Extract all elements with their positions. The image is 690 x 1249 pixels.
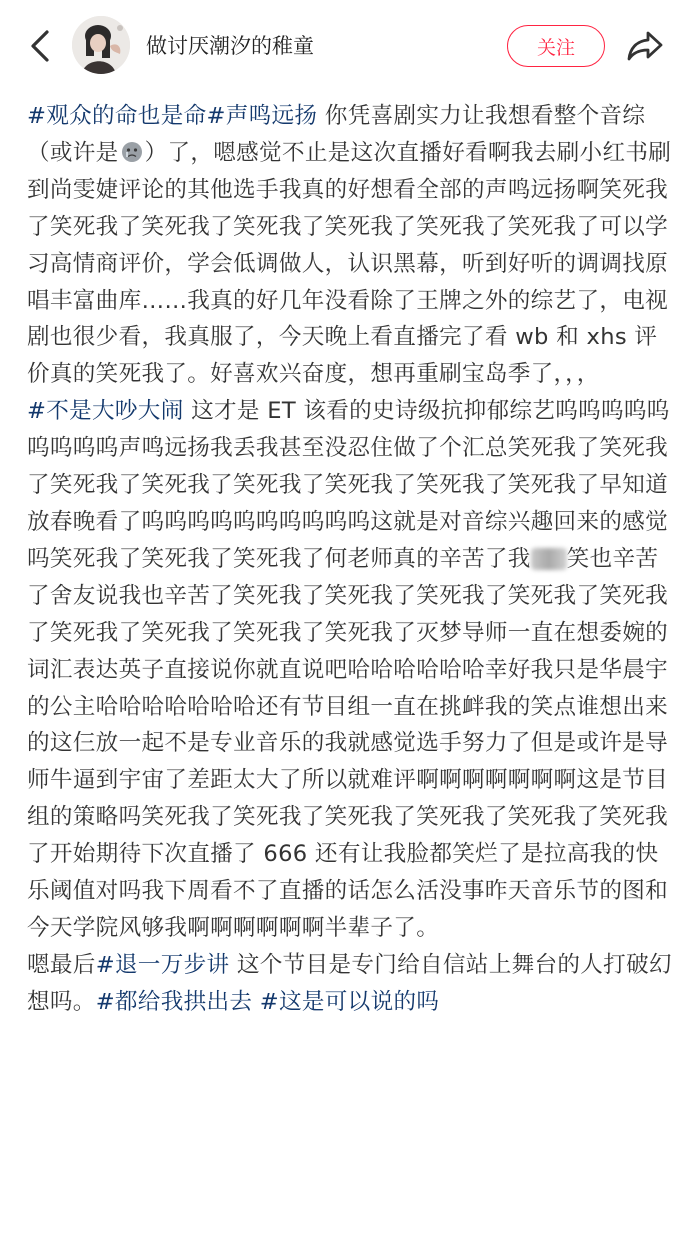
avatar-image [72, 16, 130, 74]
hashtag-link[interactable]: #都给我拱出去 [95, 988, 253, 1015]
author-avatar[interactable] [72, 16, 130, 74]
chevron-left-icon [27, 29, 53, 63]
paragraph-text: 笑也辛苦了舍友说我也辛苦了笑死我了笑死我了笑死我了笑死我了笑死我了笑死我了笑死我了笑死我了笑死我了灭梦导师一直在想委婉的词汇表达英子直接说你就直说吧哈哈哈哈哈哈幸好我只是华晨宇的公主哈哈哈哈哈哈哈还有节目组一直在挑衅我的笑点谁想出来的这仨放一起不是专业音乐的我就感觉选手努力了但是或许是导师牛逼到宇宙了差距太大了所以就难评啊啊啊啊啊啊啊这是节目组的策略吗笑死我了笑死我了笑死我了笑死我了笑死我了笑死我了开始期待下次直播了 666 还有让我脸都笑烂了是拉高我的快乐阈值对吗我下周看不了直播的话怎么活没事昨天音乐节的图和今天学院风够我啊啊啊啊啊啊半辈子了。 [27, 545, 669, 941]
share-arrow-icon [626, 29, 664, 63]
paragraph-text: 嗯最后 [27, 951, 96, 978]
author-name[interactable]: 做讨厌潮汐的稚童 [146, 34, 314, 58]
paragraph-text: 这才是 ET 该看的史诗级抗抑郁综艺呜呜呜呜呜呜呜呜呜声鸣远扬我丢我甚至没忍住做了个汇总笑死我了笑死我了笑死我了笑死我了笑死我了笑死我了笑死我了笑死我了早知道放春晚看了呜呜呜呜呜呜呜呜呜呜这就是对音综兴趣回来的感觉吗笑死我了笑死我了笑死我了何老师真的辛苦了我 [27, 398, 670, 572]
crying-face-icon [121, 141, 143, 163]
back-button[interactable] [20, 26, 60, 66]
hashtag-link[interactable]: #这是可以说的吗 [259, 988, 440, 1015]
paragraph-2 [27, 393, 675, 947]
paragraph-1 [27, 98, 675, 393]
share-button[interactable] [624, 26, 666, 66]
hashtag-link[interactable]: #声鸣远扬 [206, 103, 318, 129]
follow-button[interactable]: 关注 [507, 25, 605, 67]
paragraph-text: 这个节目是专门给自信站上舞台的人打破幻想吗。 [27, 951, 672, 1015]
hashtag-link[interactable]: #不是大吵大闹 [27, 398, 184, 425]
blurred-text [531, 548, 567, 570]
hashtag-link[interactable]: #观众的命也是命 [27, 103, 207, 129]
paragraph-text: ）了，嗯感觉不止是这次直播好看啊我去刷小红书刷到尚雯婕评论的其他选手我真的好想看全部的声鸣远扬啊笑死我了笑死我了笑死我了笑死我了笑死我了笑死我了笑死我了可以学习高情商评价，学会低调做人，认识黑幕，听到好听的调调找原唱丰富曲库……我真的好几年没看除了王牌之外的综艺了，电视剧也很少看，我真服了，今天晚上看直播完了看 wb 和 xhs 评价真的笑死我了。好喜欢兴奋度，想再重刷宝岛季了，，， [27, 139, 672, 388]
post-header [0, 0, 690, 92]
post-content [27, 98, 675, 1021]
paragraph-3 [27, 947, 675, 1021]
hashtag-link[interactable]: #退一万步讲 [95, 951, 230, 978]
paragraph-text: 你凭喜剧实力让我想看整个音综（或许是 [27, 103, 646, 166]
